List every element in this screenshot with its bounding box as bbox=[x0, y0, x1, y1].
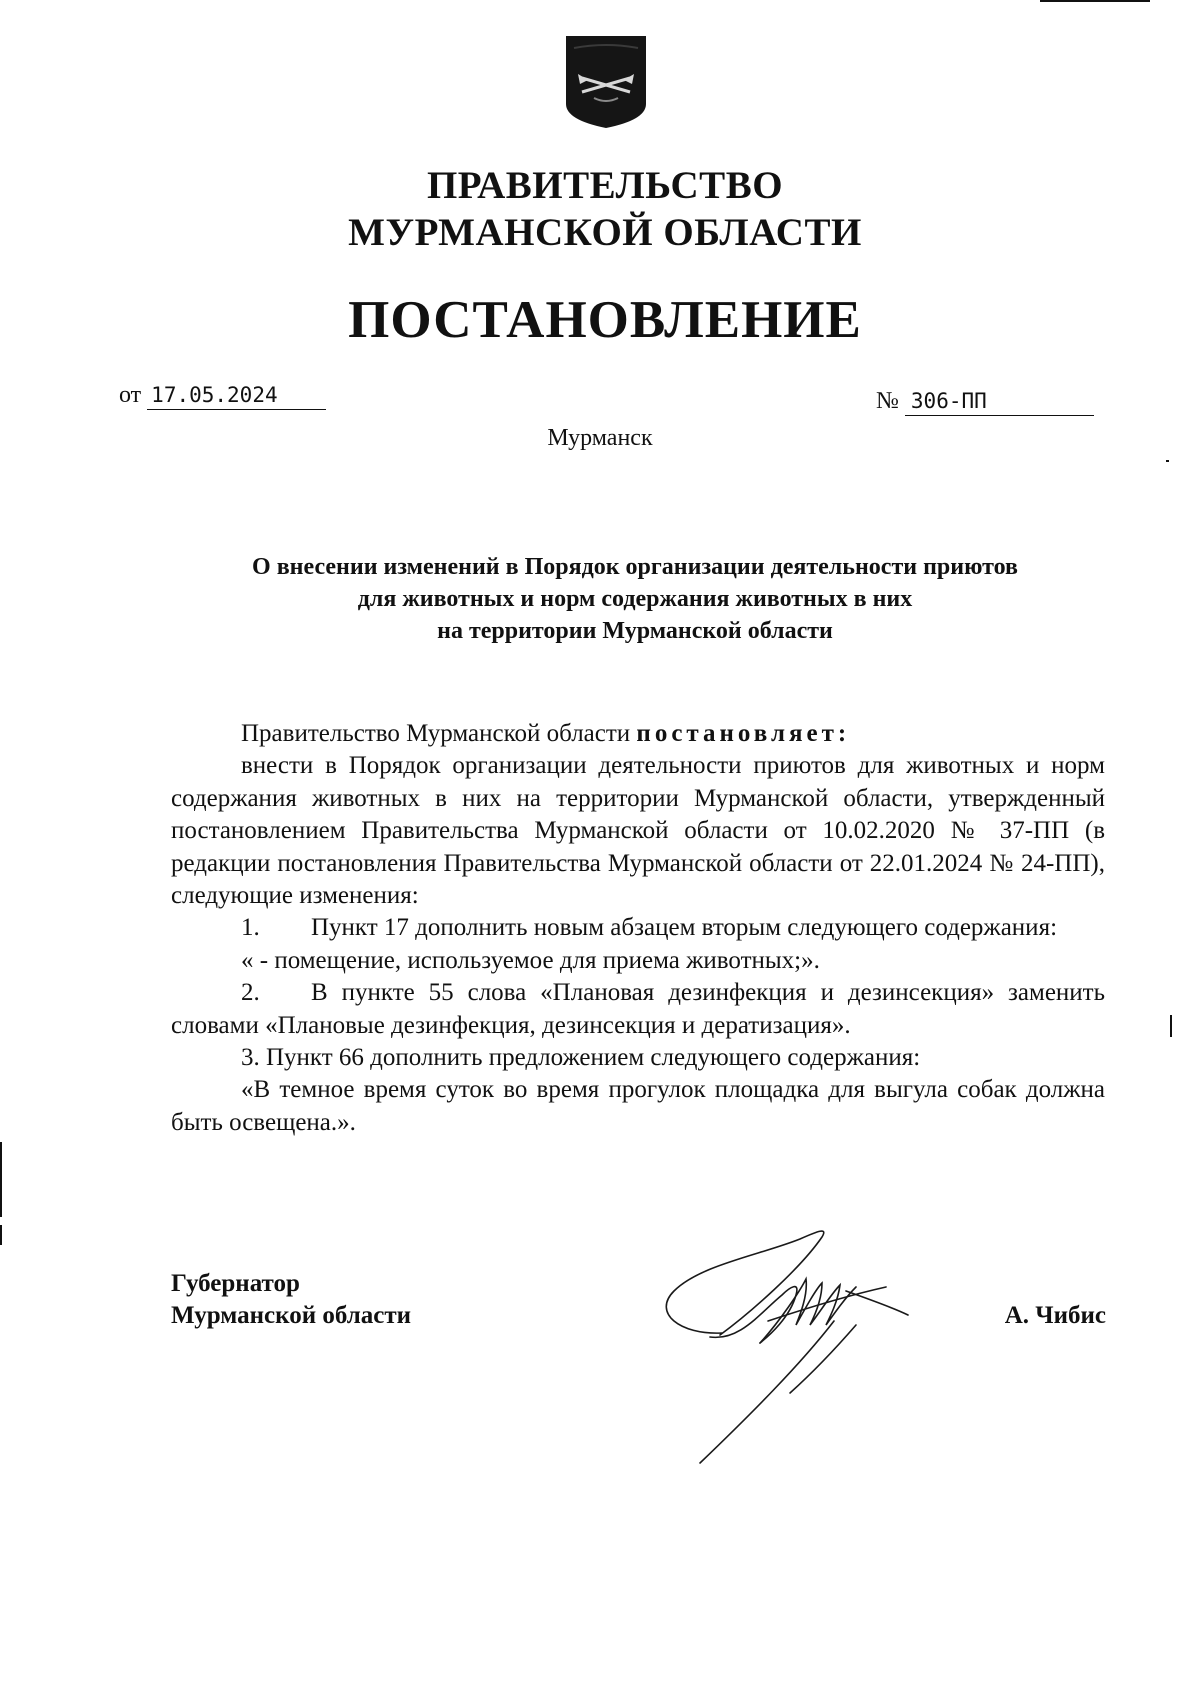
enacting-subject: Правительство Мурманской области bbox=[241, 720, 637, 747]
document-date bbox=[119, 381, 326, 410]
date-prefix: от bbox=[119, 382, 142, 408]
subject-line-3: на территории Мурманской области bbox=[437, 618, 833, 644]
enacting-verb: постановляет: bbox=[636, 720, 851, 747]
paragraph-main: внести в Порядок организации деятельности приютов для животных и норм содержания животных в них на территории Мурманской области, утвержденный постановлением Правительства Мурманской области от 10.02.2020 № 37-ПП (в редакции постановления Правительства Мурманской области от 22.01.2024 № 24-ПП), следующие изменения: bbox=[171, 752, 1105, 910]
position-line-2: Мурманской области bbox=[171, 1302, 412, 1329]
item-1-quote: « - помещение, используемое для приема животных;». bbox=[241, 946, 820, 974]
scan-edge-mark bbox=[1170, 1015, 1172, 1037]
date-value: 17.05.2024 bbox=[147, 381, 326, 410]
subject-line-2: для животных и норм содержания животных в них bbox=[357, 586, 913, 612]
signatory-position bbox=[171, 1268, 411, 1332]
scan-edge-mark bbox=[0, 1142, 2, 1217]
handwritten-signature bbox=[650, 1225, 970, 1475]
item-2 bbox=[171, 977, 1105, 1042]
city: Мурманск bbox=[547, 425, 653, 451]
authority-line-1: ПРАВИТЕЛЬСТВО bbox=[426, 164, 784, 207]
scan-edge-mark bbox=[1166, 460, 1169, 462]
authority-line-2: МУРМАНСКОЙ ОБЛАСТИ bbox=[348, 211, 862, 254]
document-type: ПОСТАНОВЛЕНИЕ bbox=[348, 291, 862, 349]
item-1-text: Пункт 17 дополнить новым абзацем вторым следующего содержания: bbox=[311, 914, 1058, 942]
document-body bbox=[171, 718, 1105, 1139]
item-1 bbox=[171, 912, 1105, 944]
item-3: 3. Пункт 66 дополнить предложением следующего содержания: bbox=[241, 1044, 921, 1072]
enacting-clause bbox=[171, 718, 1105, 750]
number-value: 306-ПП bbox=[905, 387, 1094, 416]
number-prefix: № bbox=[876, 388, 899, 414]
item-2-text: В пункте 55 слова «Плановая дезинфекция и дезинсекция» заменить словами «Плановые дезинфекция, дезинсекция и дератизация». bbox=[171, 979, 1105, 1039]
murmansk-region-coat-of-arms-icon bbox=[564, 34, 648, 130]
scan-edge-mark bbox=[0, 1225, 2, 1245]
subject-line-1: О внесении изменений в Порядок организации деятельности приютов bbox=[252, 554, 1018, 580]
scan-edge-mark bbox=[1040, 0, 1150, 2]
item-2-number: 2. bbox=[241, 979, 260, 1007]
issuing-authority bbox=[200, 162, 1010, 256]
position-line-1: Губернатор bbox=[171, 1270, 300, 1297]
document-number bbox=[876, 387, 1094, 416]
document-subject bbox=[170, 551, 1100, 647]
signatory-name: А. Чибис bbox=[1004, 1302, 1106, 1329]
item-3-quote: «В темное время суток во время прогулок площадка для выгула собак должна быть освещена.». bbox=[171, 1076, 1105, 1136]
item-1-number: 1. bbox=[241, 914, 260, 942]
